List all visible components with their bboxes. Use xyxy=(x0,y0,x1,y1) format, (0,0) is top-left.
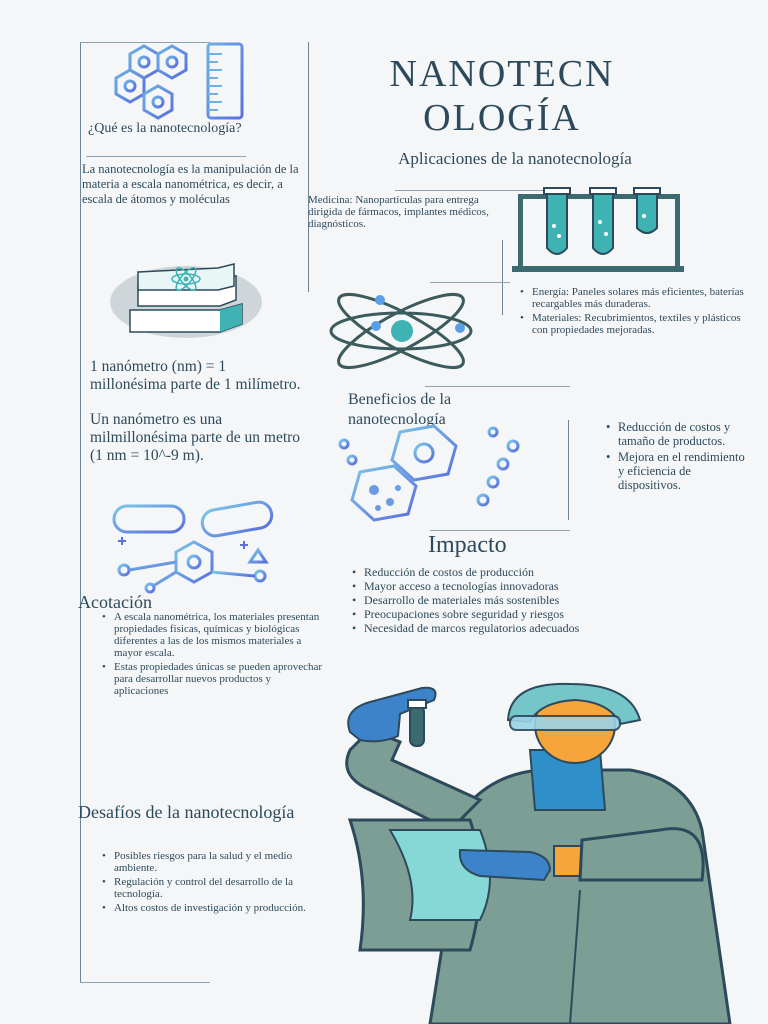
aplicaciones-medicina: Medicina: Nanopartículas para entrega dirigida de fármacos, implantes médicos, diagnósticos. xyxy=(308,194,489,230)
list-item: • Desarrollo de materiales más sostenibles xyxy=(364,594,744,606)
scientist-illustration xyxy=(330,680,740,1024)
list-item: • Mayor acceso a tecnologías innovadoras xyxy=(364,580,744,592)
que-es-text: La nanotecnología es la manipulación de la materia a escala nanométrica, es decir, a escala de átomos y moléculas xyxy=(82,162,299,206)
title-line-2: OLOGÍA xyxy=(423,97,581,139)
left-border-line xyxy=(80,42,81,982)
nanometro-metro: Un nanómetro es una milmillonésima parte de un metro (1 nm = 10^-9 m). xyxy=(90,411,301,464)
list-item: • A escala nanométrica, los materiales presentan propiedades físicas, químicas y biológicas diferentes a las de los mismos materiales a mayor escala. xyxy=(114,611,324,659)
aplicaciones-heading: Aplicaciones de la nanotecnología xyxy=(398,149,632,168)
left-bottom-line xyxy=(80,982,210,983)
books-atom-icon xyxy=(108,262,263,340)
que-es-underline xyxy=(86,156,246,157)
list-item: • Preocupaciones sobre seguridad y riesgos xyxy=(364,608,744,620)
list-item: • Reducción de costos de producción xyxy=(364,566,744,578)
list-item: • Necesidad de marcos regulatorios adecuados xyxy=(364,622,744,634)
beneficios-list xyxy=(600,420,748,494)
pills-molecule-icon xyxy=(110,500,280,595)
impacto-list xyxy=(346,566,744,636)
aplicaciones-hline xyxy=(430,282,510,283)
list-item: • Altos costos de investigación y producción. xyxy=(114,902,324,914)
page-title xyxy=(312,52,692,140)
molecule-ruler-icon xyxy=(100,42,250,122)
list-item: • Regulación y control del desarrollo de la tecnología. xyxy=(114,876,324,900)
impacto-line xyxy=(430,530,570,531)
list-item: • Estas propiedades únicas se pueden aprovechar para desarrollar nuevos productos y aplicaciones xyxy=(114,661,324,697)
acotacion-heading: Acotación xyxy=(78,592,152,612)
list-item: • Mejora en el rendimiento y eficiencia de dispositivos. xyxy=(618,450,748,492)
beneficios-topline xyxy=(425,386,570,387)
impacto-heading: Impacto xyxy=(428,532,507,558)
que-es-heading: ¿Qué es la nanotecnología? xyxy=(88,121,242,136)
desafios-heading: Desafíos de la nanotecnología xyxy=(78,802,295,822)
title-line-1: NANOTECN xyxy=(389,53,615,95)
aplicaciones-list xyxy=(514,286,747,338)
beneficios-vline xyxy=(568,420,569,520)
list-item: • Posibles riesgos para la salud y el medio ambiente. xyxy=(114,850,324,874)
desafios-list xyxy=(96,850,324,916)
beneficios-heading: Beneficios de la nanotecnología xyxy=(348,391,452,428)
circuit-hexagon-icon xyxy=(338,424,528,524)
acotacion-list xyxy=(96,611,324,699)
nanometro-definition: 1 nanómetro (nm) = 1 millonésima parte de 1 milímetro. xyxy=(90,358,301,393)
aplicaciones-vline xyxy=(502,240,503,315)
list-item: • Materiales: Recubrimientos, textiles y plásticos con propiedades mejoradas. xyxy=(532,312,747,336)
atom-icon xyxy=(326,290,476,372)
test-tubes-icon xyxy=(510,186,690,276)
list-item: • Reducción de costos y tamaño de productos. xyxy=(618,420,748,448)
list-item: • Energía: Paneles solares más eficientes, baterías recargables más duraderas. xyxy=(532,286,747,310)
